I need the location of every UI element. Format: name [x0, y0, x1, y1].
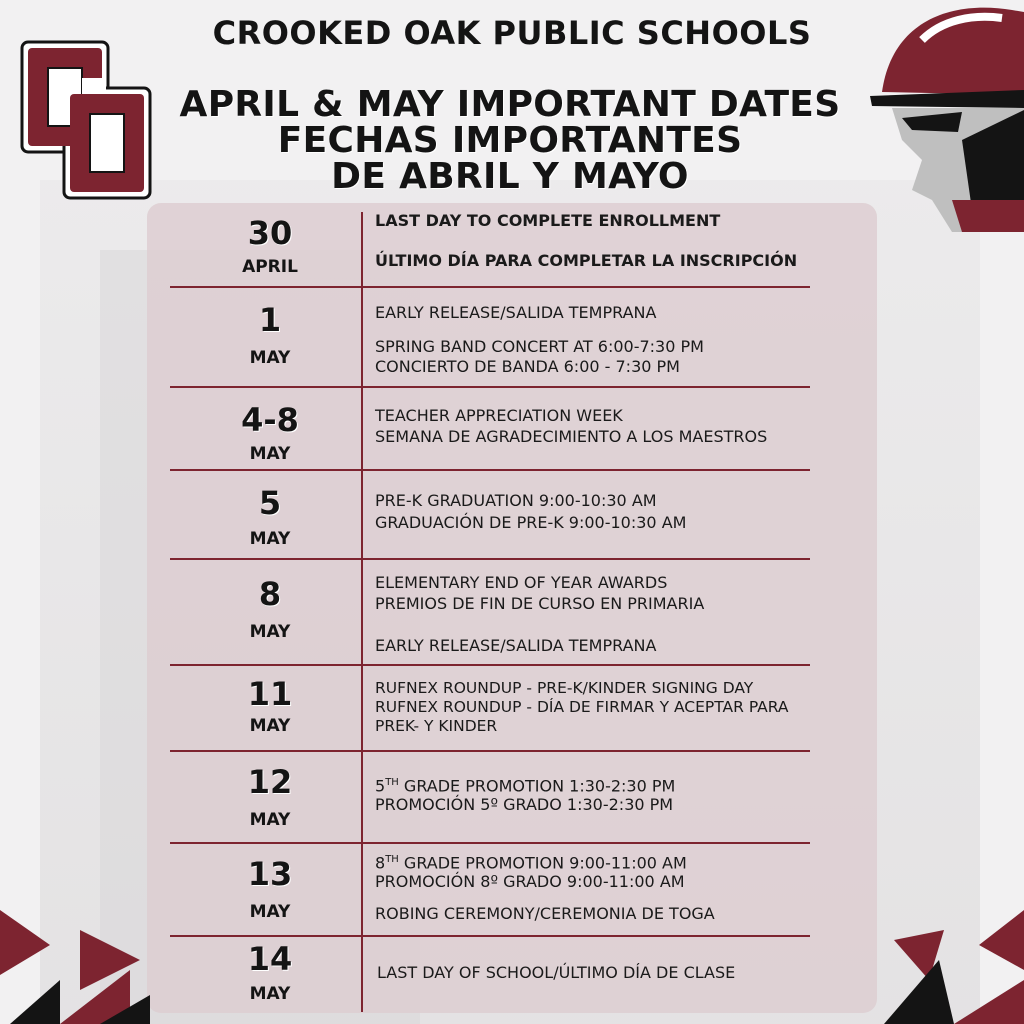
- event-line: EARLY RELEASE/SALIDA TEMPRANA: [375, 303, 657, 322]
- event-line: PRE-K GRADUATION 9:00-10:30 AM: [375, 491, 657, 510]
- event-day: 13: [247, 855, 293, 893]
- event-month: MAY: [249, 529, 291, 549]
- event-line: RUFNEX ROUNDUP - PRE-K/KINDER SIGNING DAY: [375, 679, 754, 697]
- event-month: APRIL: [242, 257, 298, 277]
- event-row: [170, 560, 810, 666]
- event-day: 14: [247, 940, 293, 978]
- event-month: MAY: [249, 984, 291, 1004]
- event-line: ROBING CEREMONY/CEREMONIA DE TOGA: [375, 904, 715, 923]
- event-row: [170, 388, 810, 471]
- event-line: PROMOCIÓN 5º GRADO 1:30-2:30 PM: [375, 795, 674, 814]
- event-line: GRADUACIÓN DE PRE-K 9:00-10:30 AM: [375, 513, 687, 532]
- decorative-triangles-left: [0, 900, 150, 1024]
- school-name: CROOKED OAK PUBLIC SCHOOLS: [212, 14, 812, 52]
- event-line: 5TH GRADE PROMOTION 1:30-2:30 PM: [375, 776, 676, 796]
- event-line: ELEMENTARY END OF YEAR AWARDS: [375, 573, 668, 592]
- event-line: 8TH GRADE PROMOTION 9:00-11:00 AM: [375, 853, 687, 873]
- event-month: MAY: [249, 810, 291, 830]
- event-line: PREMIOS DE FIN DE CURSO EN PRIMARIA: [375, 594, 705, 613]
- school-logo: [18, 38, 154, 203]
- title-line-2: FECHAS IMPORTANTES: [277, 120, 743, 161]
- event-day: 4-8: [241, 401, 299, 439]
- event-line: EARLY RELEASE/SALIDA TEMPRANA: [375, 636, 657, 655]
- event-day: 5: [258, 484, 282, 522]
- decorative-triangles-right: [884, 900, 1024, 1024]
- event-row: [170, 937, 810, 1013]
- event-line: PROMOCIÓN 8º GRADO 9:00-11:00 AM: [375, 872, 685, 891]
- event-row: [170, 752, 810, 844]
- event-month: MAY: [249, 716, 291, 736]
- event-line: PREK- Y KINDER: [375, 717, 498, 735]
- event-line: RUFNEX ROUNDUP - DÍA DE FIRMAR Y ACEPTAR PARA: [375, 698, 789, 716]
- event-month: MAY: [249, 902, 291, 922]
- event-day: 1: [258, 301, 282, 339]
- event-row: [170, 288, 810, 388]
- event-row: [170, 471, 810, 560]
- event-line: SEMANA DE AGRADECIMIENTO A LOS MAESTROS: [375, 427, 768, 446]
- event-day: 30: [247, 214, 293, 252]
- event-line: CONCIERTO DE BANDA 6:00 - 7:30 PM: [375, 357, 680, 376]
- event-line: TEACHER APPRECIATION WEEK: [375, 406, 623, 425]
- event-line: SPRING BAND CONCERT AT 6:00-7:30 PM: [375, 337, 704, 356]
- title-line-3: DE ABRIL Y MAYO: [331, 156, 689, 197]
- event-day: 8: [258, 575, 282, 613]
- event-day: 12: [247, 763, 293, 801]
- event-line: ÚLTIMO DÍA PARA COMPLETAR LA INSCRIPCIÓN: [375, 251, 798, 270]
- event-line: LAST DAY OF SCHOOL/ÚLTIMO DÍA DE CLASE: [377, 963, 736, 982]
- event-month: MAY: [249, 348, 291, 368]
- event-month: MAY: [249, 444, 291, 464]
- event-row: [170, 666, 810, 752]
- event-row: [170, 205, 810, 288]
- event-line: LAST DAY TO COMPLETE ENROLLMENT: [375, 211, 721, 230]
- event-day: 11: [247, 675, 293, 713]
- event-month: MAY: [249, 622, 291, 642]
- title-line-1: APRIL & MAY IMPORTANT DATES: [179, 84, 841, 125]
- event-row: [170, 844, 810, 937]
